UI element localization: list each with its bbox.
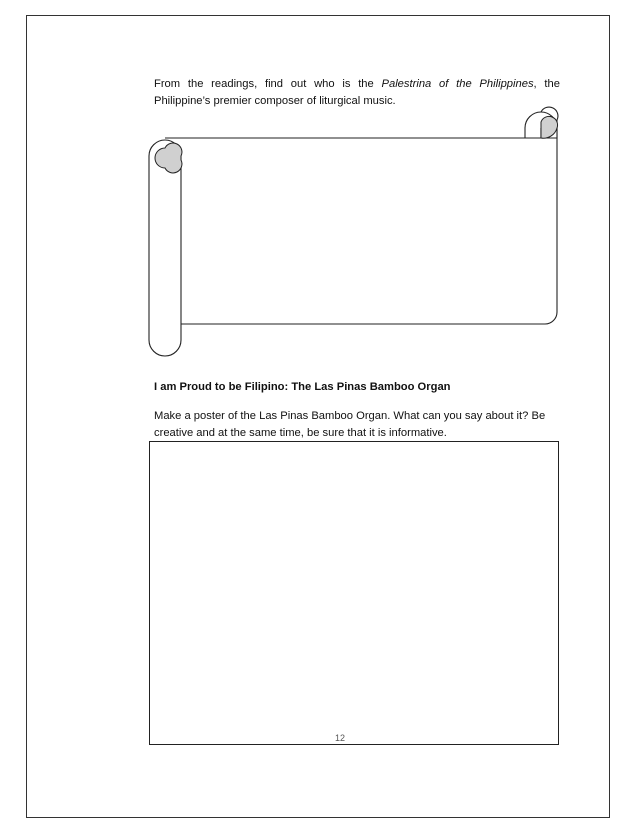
section-body: Make a poster of the Las Pinas Bamboo Organ. What can you say about it? Be creative and at the same time, be sure that it is informative. xyxy=(154,410,546,439)
page-number: 12 xyxy=(334,733,345,743)
section-heading: I am Proud to be Filipino: The Las Pinas Bamboo Organ xyxy=(154,381,451,393)
instruction-emphasis: Palestrina of the Philippines xyxy=(381,78,534,90)
instruction-text-before: From the readings, find out who is the xyxy=(154,78,382,90)
instruction-text-after: , the Philippine’s premier composer of liturgical music. xyxy=(154,78,560,107)
scroll-body xyxy=(165,107,558,324)
poster-answer-box[interactable] xyxy=(149,441,559,745)
